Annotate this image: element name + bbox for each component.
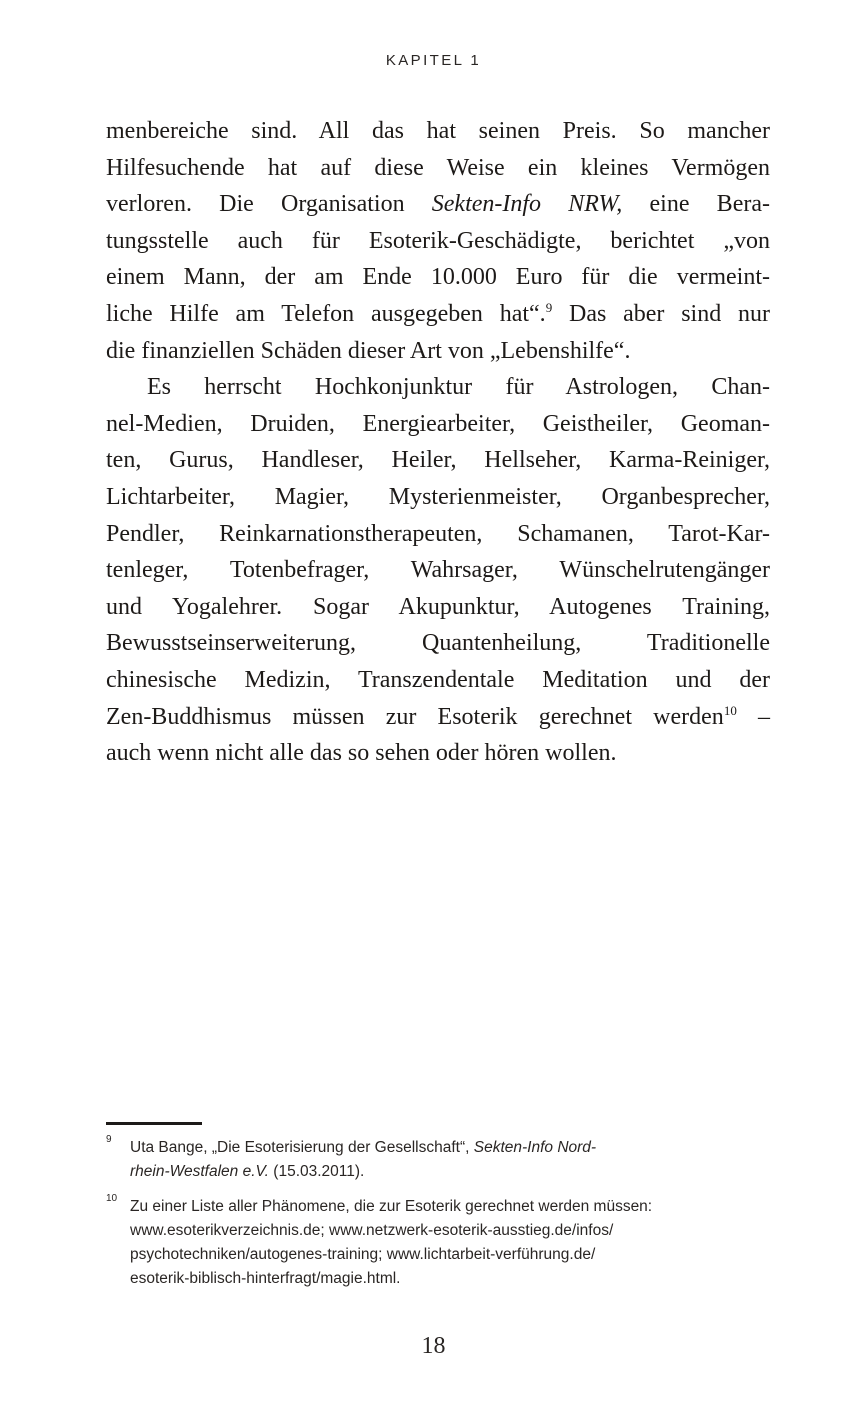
text-line: auch wenn nicht alle das so sehen oder hören wollen. <box>106 740 617 767</box>
footnote-marker: 9 <box>106 1134 112 1145</box>
footnote-url-line[interactable]: psychotechniken/autogenes-training; www.lichtarbeit-verführung.de/ <box>130 1246 596 1263</box>
text-line: und Yogalehrer. Sogar Akupunktur, Autogenes Training, <box>106 593 770 620</box>
text-line: Es herrscht Hochkonjunktur für Astrologen, Chan- <box>147 374 770 401</box>
text-line <box>106 296 770 333</box>
paragraph-2 <box>106 369 770 772</box>
organization-name: Sekten-Info NRW, <box>431 191 623 218</box>
footnote-line <box>130 1136 770 1160</box>
text-line: chinesische Medizin, Transzendentale Meditation und der <box>106 666 770 693</box>
text-line: die finanziellen Schäden dieser Art von „Lebenshilfe“. <box>106 337 631 364</box>
text-line <box>106 699 770 736</box>
footnote-url-line[interactable]: esoterik-biblisch-hinterfragt/magie.html. <box>130 1270 401 1287</box>
text-run: Zen-Buddhismus müssen zur Esoterik gerechnet werden <box>106 703 724 730</box>
text-line: nel-Medien, Druiden, Energiearbeiter, Geistheiler, Geoman- <box>106 410 770 437</box>
text-line: menbereiche sind. All das hat seinen Preis. So mancher <box>106 118 770 144</box>
page-number: 18 <box>421 1333 446 1359</box>
text-run: Uta Bange, „Die Esoterisierung der Gesellschaft“, <box>130 1139 474 1156</box>
footnote-reference-10[interactable]: 10 <box>723 702 737 718</box>
footnote-line <box>130 1160 770 1184</box>
footnote-9 <box>106 1136 770 1184</box>
text-line: Lichtarbeiter, Magier, Mysterienmeister, Organbesprecher, <box>106 483 770 510</box>
text-line: ten, Gurus, Handleser, Heiler, Hellseher, Karma-Reiniger, <box>106 447 770 474</box>
main-text <box>106 113 770 772</box>
running-head-chapter: KAPITEL 1 <box>385 52 482 69</box>
text-line: einem Mann, der am Ende 10.000 Euro für die vermeint- <box>106 264 770 291</box>
footnotes <box>106 1136 770 1302</box>
source-title: Sekten-Info Nord- <box>473 1139 597 1156</box>
footnote-divider <box>106 1122 202 1125</box>
text-line: tungsstelle auch für Esoterik-Geschädigte, berichtet „von <box>106 227 770 254</box>
text-run: Das aber sind nur <box>552 300 770 327</box>
text-run: – <box>736 703 771 730</box>
footnote-line: Zu einer Liste aller Phänomene, die zur Esoterik gerechnet werden müssen: <box>130 1198 653 1215</box>
text-run: (15.03.2011). <box>269 1163 365 1180</box>
text-line: tenleger, Totenbefrager, Wahrsager, Wünschelrutengänger <box>106 557 770 584</box>
text-run: verloren. Die Organisation <box>106 191 432 218</box>
text-run: liche Hilfe am Telefon ausgegeben hat“. <box>106 300 546 327</box>
paragraph-1 <box>106 113 770 369</box>
footnote-url-line[interactable]: www.esoterikverzeichnis.de; www.netzwerk-esoterik-ausstieg.de/infos/ <box>130 1222 614 1239</box>
text-line: Bewusstseinserweiterung, Quantenheilung, Traditionelle <box>106 630 770 657</box>
source-title: rhein-Westfalen e.V. <box>130 1163 269 1180</box>
text-run: eine Bera- <box>622 191 770 218</box>
footnote-10 <box>106 1195 770 1291</box>
footnote-marker: 10 <box>106 1193 118 1204</box>
text-line: Pendler, Reinkarnationstherapeuten, Schamanen, Tarot-Kar- <box>106 520 770 547</box>
text-line: Hilfesuchende hat auf diese Weise ein kleines Vermögen <box>106 154 770 181</box>
text-line <box>106 186 770 223</box>
footnote-reference-9[interactable]: 9 <box>545 299 553 315</box>
